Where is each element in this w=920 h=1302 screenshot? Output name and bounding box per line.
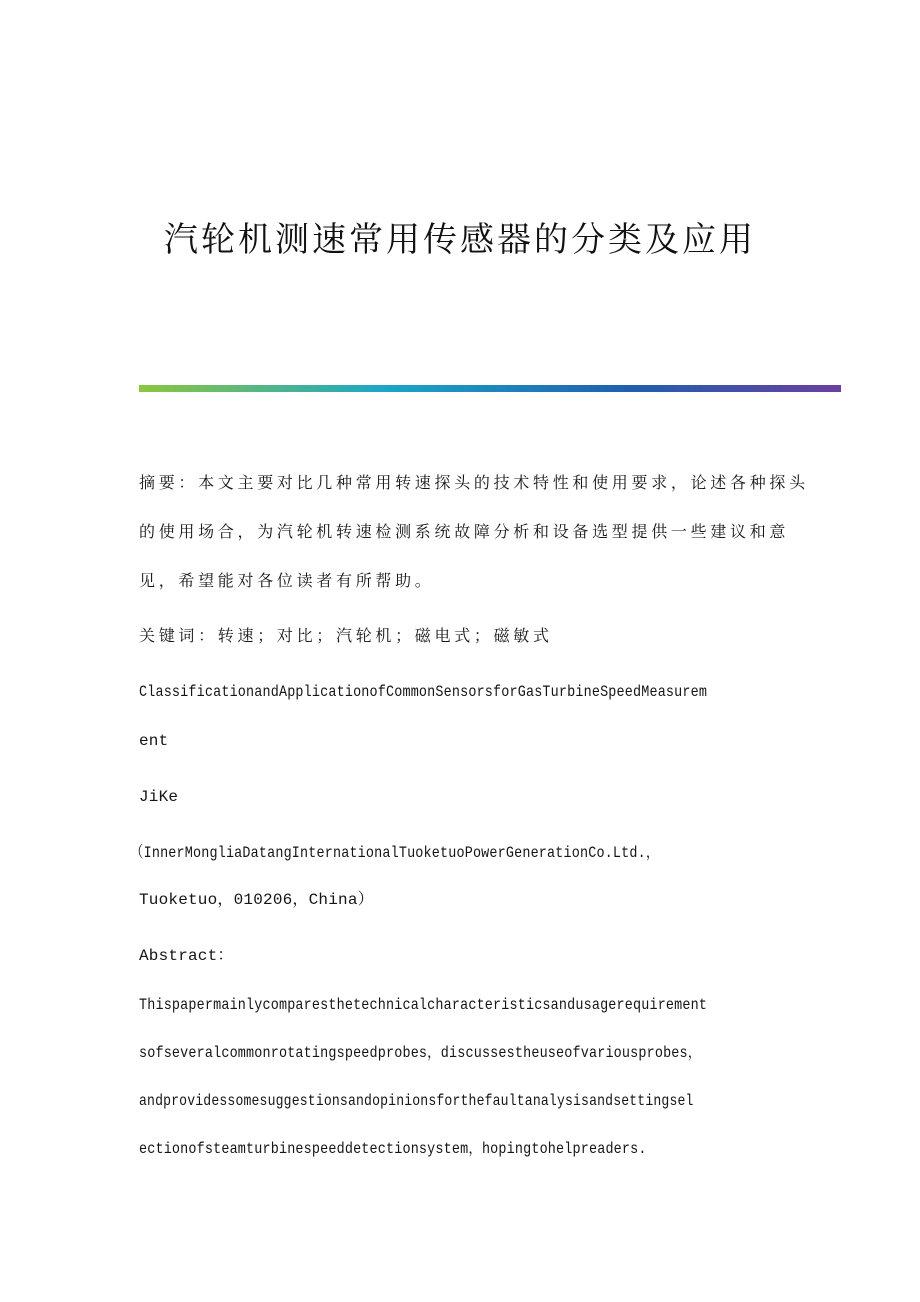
abstract-en-line-4: ectionofsteamturbinespeeddetectionsystem，hopingtohelpreaders. xyxy=(139,1140,647,1158)
abstract-en-line-3: andprovidessomesuggestionsandopinionsforthefaultanalysisandsettingsel xyxy=(139,1092,694,1110)
abstract-en-line-1: Thispapermainlycomparesthetechnicalcharacteristicsandusagerequirement xyxy=(139,996,708,1014)
abstract-cn-line-3: 见，希望能对各位读者有所帮助。 xyxy=(139,571,435,590)
affiliation-line-1: （InnerMongliaDatangInternationalTuoketuoPowerGenerationCo.Ltd.， xyxy=(130,844,660,862)
abstract-en-label: Abstract： xyxy=(139,947,234,965)
english-title-line-2: ent xyxy=(139,732,169,750)
abstract-cn-line-2: 的使用场合，为汽轮机转速检测系统故障分析和设备选型提供一些建议和意 xyxy=(139,522,790,541)
page-title: 汽轮机测速常用传感器的分类及应用 xyxy=(164,220,756,260)
affiliation-line-2: Tuoketuo，010206，China） xyxy=(139,891,374,909)
abstract-en-line-2: sofseveralcommonrotatingspeedprobes，discussestheuseofvariousprobes， xyxy=(139,1044,702,1062)
english-title-line-1: ClassificationandApplicationofCommonSensorsforGasTurbineSpeedMeasurem xyxy=(139,683,708,701)
abstract-cn-line-1: 摘要：本文主要对比几种常用转速探头的技术特性和使用要求，论述各种探头 xyxy=(139,473,809,492)
author-name: JiKe xyxy=(139,788,179,806)
keywords: 关键词：转速；对比；汽轮机；磁电式；磁敏式 xyxy=(139,626,553,645)
title-divider xyxy=(139,385,841,392)
